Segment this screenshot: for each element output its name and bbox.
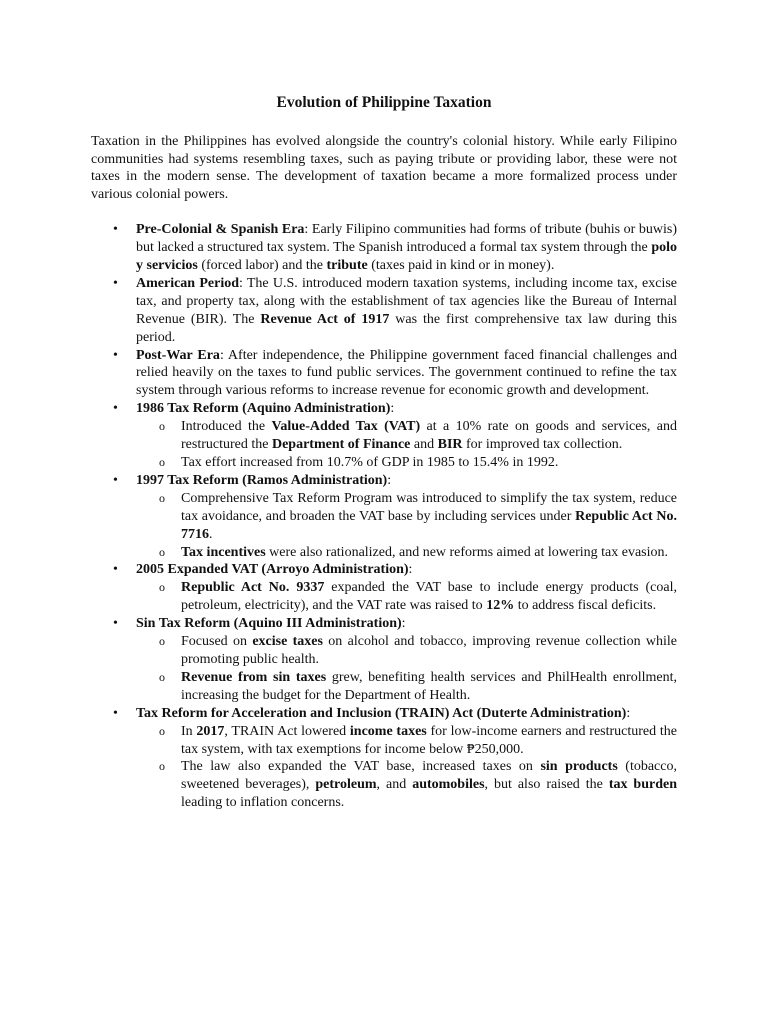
text-run: , TRAIN Act lowered [224, 723, 350, 739]
sub-list-item [91, 669, 677, 705]
sub-bullet-marker: o [159, 759, 165, 774]
bold-text: Tax incentives [181, 544, 266, 560]
bold-text: automobiles [412, 777, 485, 793]
bold-text: polo y servicios [136, 240, 677, 274]
list-item [91, 400, 677, 472]
sub-bullet-marker: o [159, 580, 165, 595]
bold-text: excise taxes [252, 634, 323, 650]
list-item [91, 615, 677, 705]
text-run: at a 10% rate on goods and services, and restructured the [181, 419, 677, 453]
text-run: : [387, 472, 392, 488]
bullet-marker: • [113, 347, 118, 363]
sub-bullet-list [136, 579, 677, 615]
text-run: Comprehensive Tax Reform Program was introduced to simplify the tax system, reduce tax avoidance, and broaden the VAT base by including services under [181, 490, 677, 524]
text-run: , but also raised the [484, 777, 609, 793]
list-item [91, 561, 677, 615]
text-run: : [401, 616, 406, 632]
bold-text: income taxes [349, 723, 427, 739]
sub-list-item [91, 454, 677, 472]
bold-text: 2005 Expanded VAT (Arroyo Administration) [136, 562, 409, 578]
bold-text: American Period [136, 275, 239, 291]
text-run: The law also expanded the VAT base, increased taxes on [181, 759, 541, 775]
bold-text: petroleum [315, 777, 377, 793]
text-run: : [390, 401, 395, 417]
sub-list-item [91, 758, 677, 812]
bold-text: Revenue from sin taxes [181, 669, 327, 685]
text-run: grew, benefiting health services and PhilHealth enrollment, increasing the budget for the Department of Health. [181, 669, 677, 703]
bold-text: Republic Act No. 9337 [181, 580, 325, 596]
bold-text: 1997 Tax Reform (Ramos Administration) [136, 472, 388, 488]
sub-list-item [91, 579, 677, 615]
text-run: : [408, 562, 413, 578]
bold-text: sin products [540, 759, 618, 775]
text-run: expanded the VAT base to include energy products (coal, petroleum, electricity), and the VAT rate was raised to [181, 580, 677, 614]
text-run: : After independence, the Philippine government faced financial challenges and relied heavily on the taxes to fund public services. The government continued to refine the tax system through various reforms to increase revenue for economic growth and development. [136, 347, 677, 399]
text-run: : [626, 705, 631, 721]
bold-text: Value-Added Tax (VAT) [271, 419, 421, 435]
bullet-marker: • [113, 472, 118, 488]
text-run: to address fiscal deficits. [514, 598, 657, 614]
sub-bullet-marker: o [159, 544, 165, 559]
text-run: (tobacco, sweetened beverages), [181, 759, 677, 793]
sub-bullet-list [136, 418, 677, 472]
bold-text: 12% [486, 598, 515, 614]
text-run: and [410, 437, 438, 453]
text-run: (forced labor) and the [197, 258, 327, 274]
bullet-marker: • [113, 562, 118, 578]
bold-text: tax burden [608, 777, 678, 793]
list-item [91, 472, 677, 562]
sub-bullet-marker: o [159, 723, 165, 738]
bullet-marker: • [113, 705, 118, 721]
text-run: , and [376, 777, 413, 793]
sub-bullet-list [136, 490, 677, 562]
document-title: Evolution of Philippine Taxation [276, 94, 492, 111]
bold-text: Revenue Act of 1917 [260, 311, 390, 327]
list-item [91, 275, 677, 347]
text-run: (taxes paid in kind or in money). [367, 258, 555, 274]
bold-text: 2017 [196, 723, 225, 739]
sub-bullet-list [136, 723, 677, 813]
bold-text: 1986 Tax Reform (Aquino Administration) [136, 401, 391, 417]
bold-text: Republic Act No. 7716 [181, 508, 678, 542]
sub-list-item [91, 633, 677, 669]
list-item [91, 347, 677, 401]
text-run: for low-income earners and restructured the tax system, with tax exemptions for income below ₱250,000. [181, 723, 677, 757]
text-run: leading to inflation concerns. [181, 795, 345, 811]
bold-text: BIR [437, 437, 463, 453]
bullet-marker: • [113, 222, 118, 238]
text-run: for improved tax collection. [462, 437, 623, 453]
bullet-list [91, 221, 677, 812]
sub-list-item [91, 418, 677, 454]
text-run: was the first comprehensive tax law during this period. [136, 311, 678, 345]
bold-text: tribute [326, 258, 368, 274]
sub-bullet-marker: o [159, 419, 165, 434]
sub-list-item [91, 723, 677, 759]
text-run: were also rationalized, and new reforms aimed at lowering tax evasion. [265, 544, 669, 560]
text-run: Focused on [181, 634, 253, 650]
intro-paragraph: Taxation in the Philippines has evolved alongside the country's colonial history. While early Filipino communities had systems resembling taxes, such as paying tribute or providing labor, these were not taxes in the modern sense. The development of taxation became a more formalized process under various colonial powers. [91, 133, 677, 203]
bold-text: Department of Finance [271, 437, 411, 453]
bold-text: Tax Reform for Acceleration and Inclusion (TRAIN) Act (Duterte Administration) [136, 705, 627, 721]
text-run: Tax effort increased from 10.7% of GDP in 1985 to 15.4% in 1992. [181, 455, 559, 470]
text-run: : Early Filipino communities had forms of tribute (buhis or buwis) but lacked a structured tax system. The Spanish introduced a formal tax system through the [136, 222, 678, 256]
bold-text: Pre-Colonial & Spanish Era [136, 222, 305, 238]
sub-bullet-marker: o [159, 669, 165, 684]
list-item [91, 705, 677, 812]
bullet-marker: • [113, 616, 118, 632]
bullet-marker: • [113, 275, 118, 291]
text-run: : The U.S. introduced modern taxation systems, including income tax, excise tax, and property tax, along with the establishment of tax agencies like the Bureau of Internal Revenue (BIR). The [136, 275, 677, 327]
list-item [91, 221, 677, 275]
bullet-marker: • [113, 401, 118, 417]
sub-list-item [91, 490, 677, 544]
text-run: . [209, 526, 213, 542]
sub-list-item [91, 544, 677, 562]
sub-bullet-marker: o [159, 634, 165, 649]
text-run: In [181, 723, 197, 739]
text-run: Introduced the [181, 419, 272, 435]
sub-bullet-marker: o [159, 455, 165, 469]
sub-bullet-list [136, 633, 677, 705]
bold-text: Post-War Era [136, 347, 220, 363]
sub-bullet-marker: o [159, 490, 165, 505]
text-run: on alcohol and tobacco, improving revenue collection while promoting public health. [181, 634, 677, 667]
bold-text: Sin Tax Reform (Aquino III Administration) [136, 616, 402, 632]
